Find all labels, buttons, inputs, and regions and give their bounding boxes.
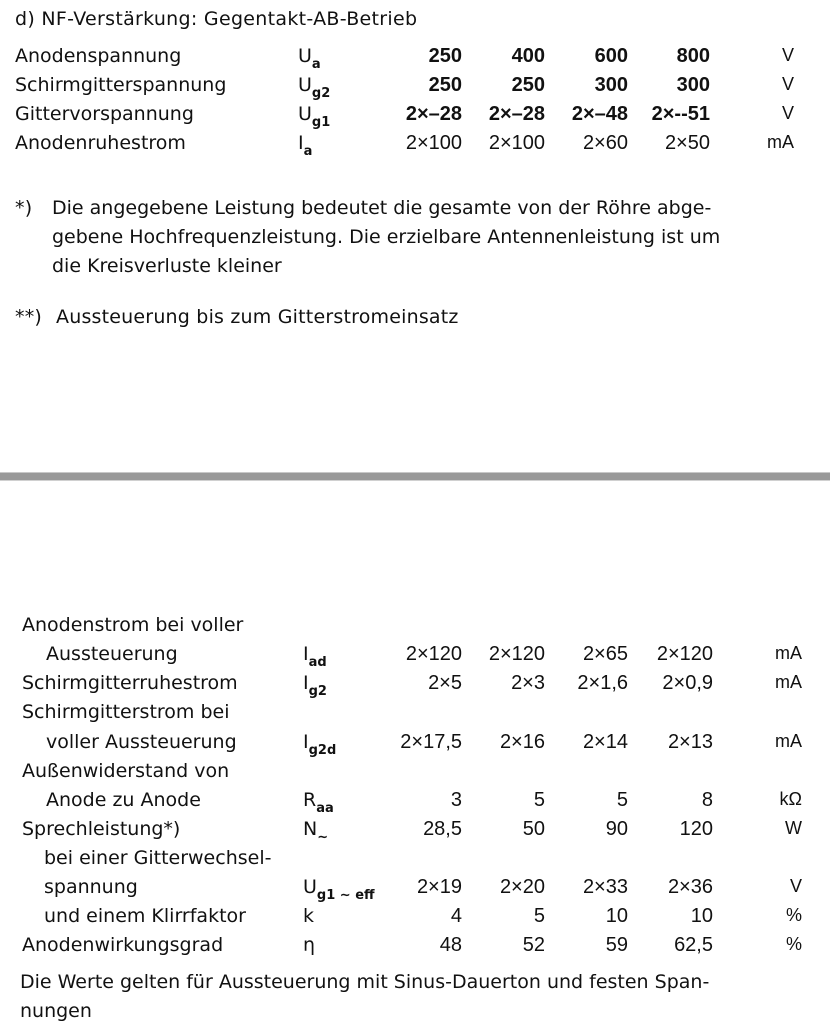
table-row	[0, 760, 830, 789]
value-col-1: 4	[450, 905, 462, 927]
footnote-text	[52, 194, 720, 281]
value-col-2: 2×120	[488, 643, 545, 665]
unit: mA	[775, 643, 802, 663]
row-label: Sprechleistung*)	[22, 818, 181, 840]
row-symbol: $U_{g1}$	[298, 103, 331, 130]
table-row	[0, 643, 830, 672]
row-label: bei einer Gitterwechsel-	[44, 847, 272, 869]
value-col-3: 2×–48	[571, 103, 628, 125]
value-col-1: 48	[439, 934, 462, 956]
value-col-2: 2×16	[499, 731, 545, 753]
row-label: Anodenruhestrom	[15, 132, 186, 154]
value-col-1: 250	[428, 74, 462, 96]
row-label: Anodenwirkungsgrad	[22, 934, 224, 956]
value-col-2: 5	[533, 789, 545, 811]
row-label: Schirmgitterruhestrom	[22, 672, 238, 694]
unit: mA	[775, 672, 802, 692]
value-col-1: 2×19	[416, 876, 462, 898]
row-symbol: $I_{ad}$	[303, 643, 327, 670]
row-symbol: $N_\sim$	[303, 818, 329, 845]
value-col-1: 3	[450, 789, 462, 811]
unit: %	[785, 934, 802, 954]
table-row	[0, 934, 830, 963]
value-col-2: 52	[522, 934, 545, 956]
row-label: und einem Klirrfaktor	[44, 905, 246, 927]
value-col-4: 120	[679, 818, 713, 840]
footnote-text: Aussteuerung bis zum Gitterstromeinsatz	[56, 306, 459, 328]
row-label: Anodenstrom bei voller	[22, 614, 244, 636]
value-col-4: 2×36	[667, 876, 713, 898]
table-row	[0, 876, 830, 905]
value-col-3: 300	[594, 74, 628, 96]
row-label: Anodenspannung	[15, 45, 182, 67]
row-label: voller Aussteuerung	[46, 731, 237, 753]
table-row-schirmgitterspannung	[0, 74, 830, 103]
table-row	[0, 731, 830, 760]
footnote-line: die Kreisverluste kleiner	[52, 255, 282, 277]
value-col-4: 2×13	[667, 731, 713, 753]
value-col-1: 2×17,5	[400, 731, 462, 753]
value-col-3: 2×33	[582, 876, 628, 898]
table-row-gittervorspannung	[0, 103, 830, 132]
row-symbol: η	[303, 934, 316, 956]
row-label: Schirmgitterspannung	[15, 74, 227, 96]
row-symbol: $I_{g2d}$	[303, 731, 337, 758]
table-row	[0, 818, 830, 847]
row-symbol: $U_{g1 \sim eff}$	[303, 876, 375, 903]
value-col-3: 2×65	[582, 643, 628, 665]
page-separator	[0, 472, 830, 481]
value-col-1: 2×120	[405, 643, 462, 665]
table-row	[0, 847, 830, 876]
value-col-1: 2×5	[428, 672, 462, 694]
row-symbol: $R_{aa}$	[303, 789, 334, 816]
value-col-4: 62,5	[674, 934, 713, 956]
unit: kΩ	[779, 789, 802, 809]
value-col-3: 90	[605, 818, 628, 840]
unit: V	[789, 876, 802, 896]
row-symbol: k	[303, 905, 315, 927]
footnote-line: Die angegebene Leistung bedeutet die gesamte von der Röhre abge-	[52, 197, 712, 219]
closing-line: nungen	[20, 1000, 92, 1022]
value-col-3: 10	[605, 905, 628, 927]
table-row	[0, 905, 830, 934]
value-col-3: 5	[616, 789, 628, 811]
value-col-4: 2×0,9	[662, 672, 713, 694]
table-row-anodenruhestrom	[0, 132, 830, 161]
value-col-2: 5	[533, 905, 545, 927]
value-col-2: 2×20	[499, 876, 545, 898]
section-heading: d) NF-Verstärkung: Gegentakt-AB-Betrieb	[15, 8, 418, 30]
unit: mA	[775, 731, 802, 751]
value-col-1: 250	[428, 45, 462, 67]
value-col-1: 2×100	[405, 132, 462, 154]
row-symbol: $U_a$	[298, 45, 321, 72]
table-row	[0, 789, 830, 818]
value-col-4: 10	[690, 905, 713, 927]
unit: mA	[767, 132, 794, 152]
unit: V	[781, 45, 794, 65]
row-label: spannung	[44, 876, 138, 898]
unit: W	[785, 818, 802, 838]
table-row-anodenspannung	[0, 45, 830, 74]
row-symbol: $I_a$	[298, 132, 313, 159]
footnote-marker: **)	[15, 306, 43, 328]
row-label: Gittervorspannung	[15, 103, 194, 125]
row-label: Schirmgitterstrom bei	[22, 701, 230, 723]
closing-note	[20, 968, 709, 1026]
value-col-2: 2×–28	[488, 103, 545, 125]
value-col-3: 2×14	[582, 731, 628, 753]
value-col-1: 28,5	[423, 818, 462, 840]
value-col-4: 8	[701, 789, 713, 811]
value-col-3: 59	[605, 934, 628, 956]
unit: %	[785, 905, 802, 925]
value-col-4: 300	[676, 74, 710, 96]
value-col-2: 2×100	[488, 132, 545, 154]
value-col-3: 2×1,6	[577, 672, 628, 694]
row-label: Anode zu Anode	[46, 789, 201, 811]
value-col-4: 2×--51	[651, 103, 710, 125]
value-col-2: 250	[511, 74, 545, 96]
value-col-2: 400	[511, 45, 545, 67]
footnote-line: gebene Hochfrequenzleistung. Die erzielbare Antennenleistung ist um	[52, 226, 721, 248]
value-col-3: 600	[594, 45, 628, 67]
table-row	[0, 672, 830, 701]
unit: V	[781, 103, 794, 123]
value-col-3: 2×60	[582, 132, 628, 154]
footnote-marker: *)	[15, 197, 33, 219]
value-col-4: 2×50	[664, 132, 710, 154]
value-col-4: 2×120	[656, 643, 713, 665]
value-col-2: 50	[522, 818, 545, 840]
closing-line: Die Werte gelten für Aussteuerung mit Sinus-Dauerton und festen Span-	[20, 971, 710, 993]
table-row	[0, 701, 830, 730]
row-label: Außenwiderstand von	[22, 760, 230, 782]
value-col-2: 2×3	[511, 672, 545, 694]
value-col-1: 2×–28	[405, 103, 462, 125]
unit: V	[781, 74, 794, 94]
row-symbol: $U_{g2}$	[298, 74, 331, 101]
value-col-4: 800	[676, 45, 710, 67]
row-symbol: $I_{g2}$	[303, 672, 327, 699]
table-row	[0, 614, 830, 643]
row-label: Aussteuerung	[46, 643, 178, 665]
